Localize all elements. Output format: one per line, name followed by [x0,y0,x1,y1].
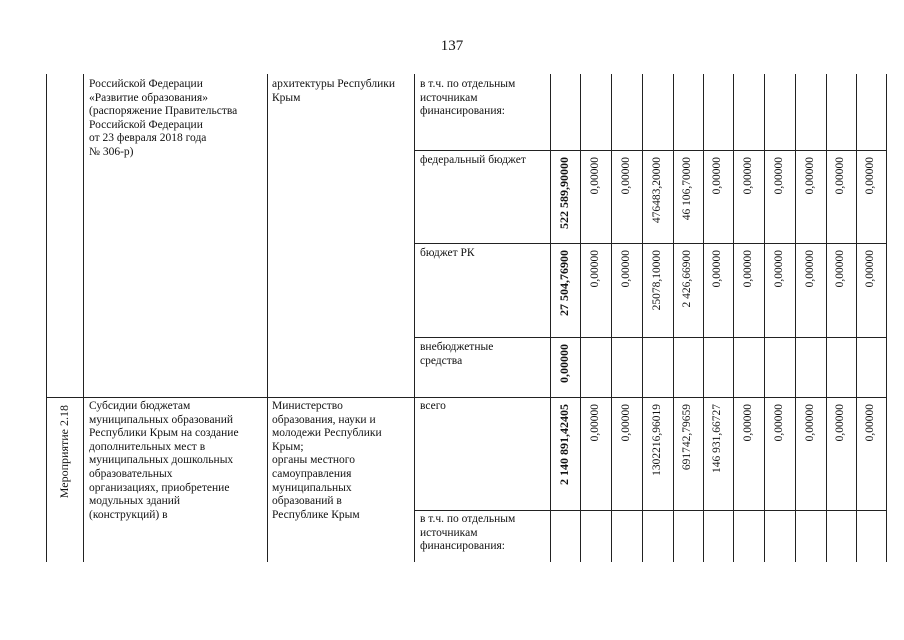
text-line: Республике Крым [272,508,360,521]
table-vline [703,74,704,562]
year-value: 0,00000 [741,157,754,195]
table-vline [611,74,612,562]
text-line: архитектуры Республики [272,78,395,90]
year-value: 0,00000 [803,157,816,195]
executor-name [272,400,411,522]
table-vline [764,74,765,562]
text-line: Министерство [272,400,343,412]
table-vline [642,74,643,562]
measure-label: Мероприятие 2.18 [56,405,71,499]
text-line: Российской Федерации [89,118,203,131]
table-vline [795,74,796,562]
program-description [89,400,265,522]
text-line: федеральный бюджет [420,154,526,166]
text-line: организациях, приобретение [89,481,230,494]
table-vline [733,74,734,562]
year-value: 0,00000 [803,404,816,442]
year-value: 1302216,96019 [650,404,663,476]
text-line: финансирования: [420,105,505,118]
year-value: 0,00000 [588,250,601,288]
text-line: источникам [420,526,478,539]
funding-source [420,247,548,261]
year-value: 691742,79659 [681,404,693,471]
text-line: (конструкций) в [89,508,168,521]
text-line: Крым; [272,440,304,453]
total-value: 27 504,76900 [557,250,571,316]
year-value: 0,00000 [741,250,754,288]
table-vline [673,74,674,562]
table-vline [580,74,581,562]
text-line: в т.ч. по отдельным [420,78,516,90]
funding-source [420,513,548,554]
text-line: Субсидии бюджетам [89,400,191,412]
funding-source [420,154,548,168]
text-line: образований в [272,495,342,508]
year-value: 146 931,66727 [711,404,723,473]
text-line: от 23 февраля 2018 года [89,132,207,145]
table-vline [826,74,827,562]
text-line: органы местного [272,454,355,467]
executor-name [272,78,411,105]
total-value: 522 589,90000 [557,157,571,229]
table-hline [414,510,887,511]
text-line: дополнительных мест в [89,440,206,453]
year-value: 0,00000 [711,250,723,288]
table-vline [83,74,84,562]
text-line: средства [420,354,463,367]
year-value: 25078,10000 [650,250,663,311]
year-value: 0,00000 [864,404,876,442]
total-value: 0,00000 [557,344,571,383]
text-line: самоуправления [272,467,352,480]
text-line: модульных зданий [89,495,181,508]
year-value: 0,00000 [711,157,723,195]
text-line: муниципальных дошкольных [89,454,234,467]
total-value: 2 140 891,42405 [557,404,571,485]
page-number: 137 [440,38,464,54]
year-value: 0,00000 [834,404,846,442]
year-value: 0,00000 [803,250,816,288]
text-line: № 306-р) [89,145,134,158]
funding-source [420,341,548,368]
year-value: 0,00000 [619,250,632,288]
text-line: муниципальных образований [89,413,234,426]
table-vline [414,74,415,562]
table-hline [414,337,887,338]
year-value: 476483,20000 [650,157,663,224]
text-line: (распоряжение Правительства [89,105,238,118]
year-value: 46 106,70000 [681,157,693,221]
table-vline [856,74,857,562]
year-value: 2 426,66900 [681,250,693,308]
year-value: 0,00000 [834,250,846,288]
text-line: внебюджетные [420,341,494,353]
text-line: всего [420,400,446,412]
text-line: Республики Крым на создание [89,427,239,440]
table-hline [414,243,887,244]
text-line: в т.ч. по отдельным [420,513,516,525]
text-line: финансирования: [420,540,505,553]
year-value: 0,00000 [772,404,785,442]
text-line: Российской Федерации [89,78,203,90]
text-line: бюджет РК [420,247,475,259]
text-line: муниципальных [272,481,352,494]
text-line: источникам [420,91,478,104]
text-line: образовательных [89,467,173,480]
funding-source [420,78,548,119]
text-line: молодежи Республики [272,427,382,440]
table-vline [886,74,887,562]
year-value: 0,00000 [864,250,876,288]
table-vline [550,74,551,562]
year-value: 0,00000 [588,404,601,442]
measure-divider [46,397,887,398]
year-value: 0,00000 [619,404,632,442]
text-line: Крым [272,91,301,104]
funding-source [420,400,548,414]
year-value: 0,00000 [741,404,754,442]
text-line: «Развитие образования» [89,91,208,104]
year-value: 0,00000 [772,157,785,195]
program-description [89,78,263,160]
year-value: 0,00000 [772,250,785,288]
text-line: образования, науки и [272,413,376,426]
year-value: 0,00000 [834,157,846,195]
table-vline [267,74,268,562]
year-value: 0,00000 [864,157,876,195]
table-hline [414,150,887,151]
table-vline [46,74,47,562]
year-value: 0,00000 [619,157,632,195]
year-value: 0,00000 [588,157,601,195]
